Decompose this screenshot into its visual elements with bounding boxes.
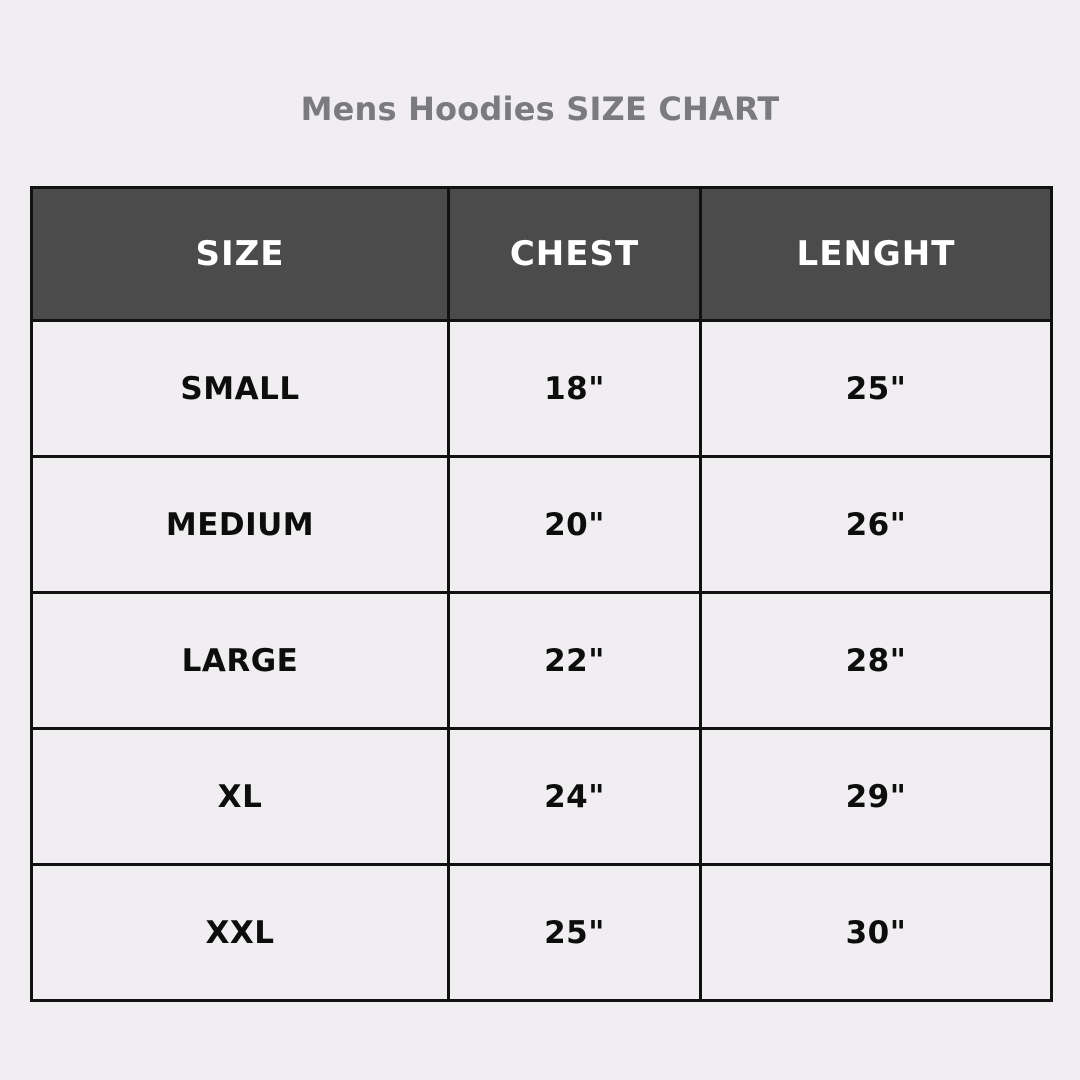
table-body bbox=[32, 321, 1052, 1001]
cell-length: 29" bbox=[701, 729, 1052, 865]
cell-size: SMALL bbox=[32, 321, 449, 457]
size-chart-table bbox=[30, 186, 1053, 1002]
table-row bbox=[32, 457, 1052, 593]
cell-length: 30" bbox=[701, 865, 1052, 1001]
cell-length: 26" bbox=[701, 457, 1052, 593]
cell-size: LARGE bbox=[32, 593, 449, 729]
table-row bbox=[32, 321, 1052, 457]
table-row bbox=[32, 729, 1052, 865]
column-header-length: LENGHT bbox=[701, 188, 1052, 321]
cell-chest: 18" bbox=[449, 321, 701, 457]
table-row bbox=[32, 865, 1052, 1001]
cell-size: MEDIUM bbox=[32, 457, 449, 593]
column-header-size: SIZE bbox=[32, 188, 449, 321]
cell-size: XXL bbox=[32, 865, 449, 1001]
column-header-chest: CHEST bbox=[449, 188, 701, 321]
cell-chest: 25" bbox=[449, 865, 701, 1001]
table-header bbox=[32, 188, 1052, 321]
cell-chest: 24" bbox=[449, 729, 701, 865]
table-header-row bbox=[32, 188, 1052, 321]
cell-length: 25" bbox=[701, 321, 1052, 457]
page-title: Mens Hoodies SIZE CHART bbox=[300, 90, 780, 128]
cell-length: 28" bbox=[701, 593, 1052, 729]
cell-chest: 22" bbox=[449, 593, 701, 729]
cell-chest: 20" bbox=[449, 457, 701, 593]
table-row bbox=[32, 593, 1052, 729]
cell-size: XL bbox=[32, 729, 449, 865]
size-chart-table-wrapper bbox=[30, 186, 1050, 1002]
